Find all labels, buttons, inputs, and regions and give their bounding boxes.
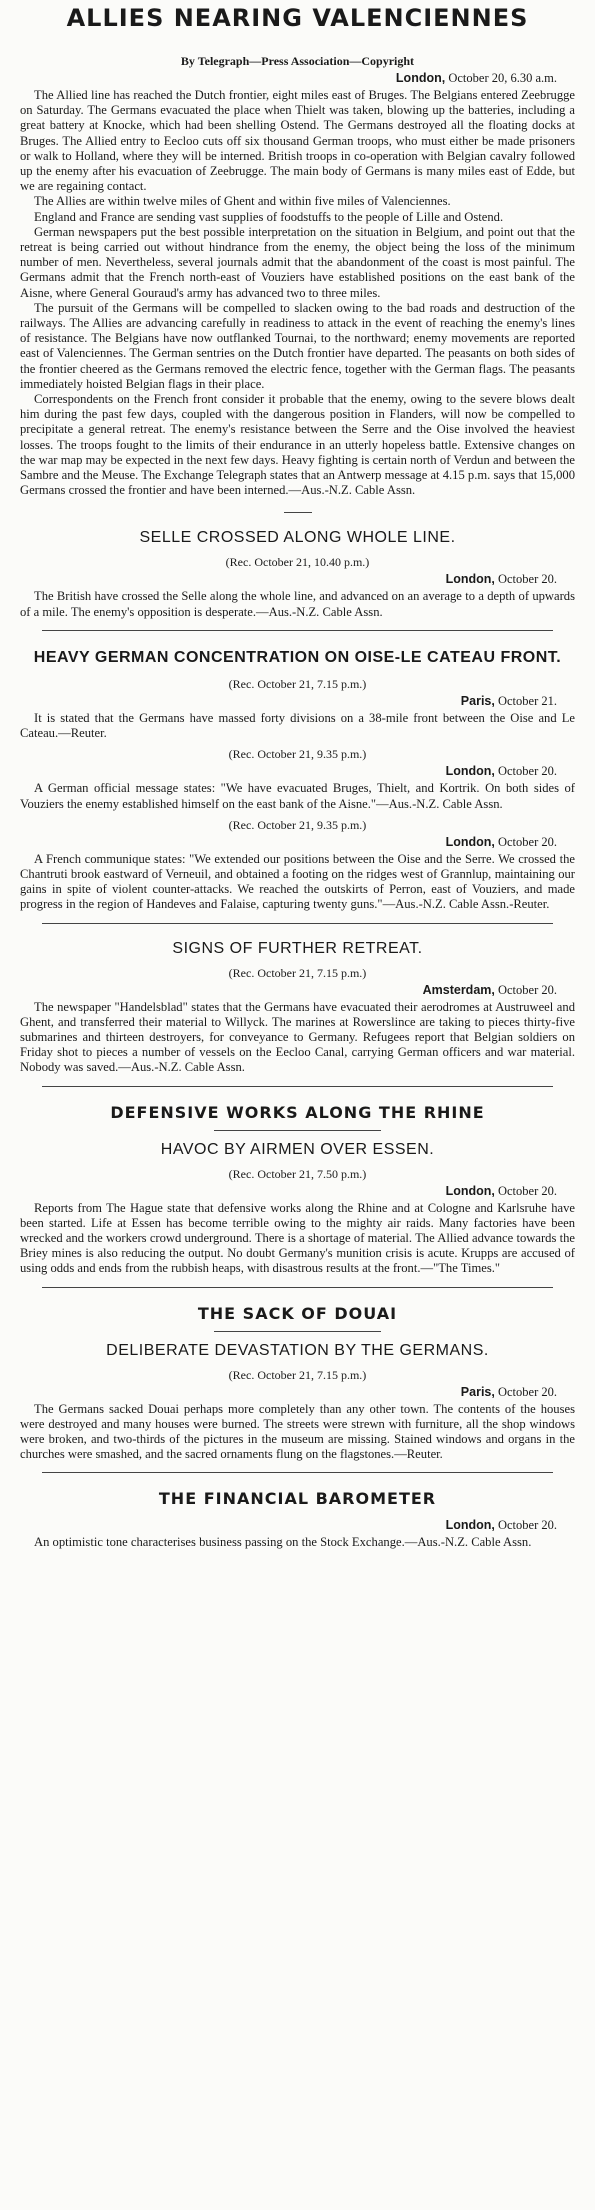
- selle-dateline: [20, 572, 557, 587]
- rhine-dateline: [20, 1184, 557, 1199]
- lead-paragraph: German newspapers put the best possible interpretation on the situation in Belgium, and point out that the retreat is being carried out without hindrance from the enemy, the object being the loss of the minimum number of men. Nevertheless, several journals admit that the abandonment of the coast is most painful. The Germans admit that the French north-east of Vouziers have established positions on the east bank of the Aisne, where General Gouraud's army has advanced two to three miles.: [20, 224, 575, 300]
- signs-paragraph: The newspaper "Handelsblad" states that the Germans have evacuated their aerodromes at Austruweel and Ghent, and transferred their material to Willyck. The marines at Rowerslince are taking to pieces thirty-five submarines and thirteen destroyers, for conveyance to Germany. Refugees report that Belgian soldiers on Friday shot to pieces a number of vessels on the Eecloo Canal, carrying German officers and war material. Nobody was saved.—Aus.-N.Z. Cable Assn.: [20, 999, 575, 1075]
- main-headline: ALLIES NEARING VALENCIENNES: [66, 4, 529, 32]
- financial-dateline: [20, 1518, 557, 1533]
- lead-article: [20, 88, 575, 498]
- douai-dateline: [20, 1385, 557, 1400]
- dateline-date: October 20.: [497, 1384, 557, 1399]
- heavy-paragraph: It is stated that the Germans have massed forty divisions on a 38-mile front between the Oise and Le Cateau.—Reuter.: [20, 710, 575, 741]
- lead-paragraph: The Allied line has reached the Dutch frontier, eight miles east of Bruges. The Belgians entered Zeebrugge on Saturday. The Germans evacuated the place when Thielt was taken, blowing up the batteries, including a great battery at Knocke, which had been shelling Ostend. The Germans destroyed all the floating docks at Bruges. The Allied entry to Eecloo cuts off six thousand German troops, who must either be made prisoners or walk to Holland, where they will be interned. British troops in co-operation with Belgian cavalry followed up the enemy after his evacuation of Zeebrugge. The main body of Germans is many miles east of Edde, but we are regaining contact.: [20, 88, 575, 194]
- heavy-dateline-3: [20, 835, 557, 850]
- dateline-place: London,: [395, 71, 446, 85]
- financial-headline: THE FINANCIAL BAROMETER: [158, 1489, 437, 1509]
- received-time: (Rec. October 21, 7.15 p.m.): [228, 676, 367, 691]
- short-rule: [214, 1130, 381, 1131]
- rhine-paragraph: Reports from The Hague state that defensive works along the Rhine and at Cologne and Karlsruhe have been started. Life at Essen has become terrible owing to the mighty air raids. Many factories have been wrecked and the workers crowd underground. There is a shortage of material. The Allied advance towards the Briey mines is also reducing the output. No doubt Germany's munition crisis is acute. Krupps are accused of using odds and ends from the rubbish heaps, with disastrous results at the front.—"The Times.": [20, 1200, 575, 1276]
- section-rule: [42, 1472, 553, 1473]
- dateline-date: October 20.: [497, 834, 557, 849]
- heavy-paragraph: A German official message states: "We have evacuated Bruges, Thielt, and Kortrik. On both sides of Vouziers the enemy established himself on the east bank of the Aisne."—Aus.-N.Z. Cable Assn.: [20, 781, 575, 811]
- received-time: (Rec. October 21, 9.35 p.m.): [228, 817, 367, 832]
- douai-paragraph: The Germans sacked Douai perhaps more completely than any other town. The contents of the houses were destroyed and many houses were burned. The streets were strewn with furniture, all the shop windows were broken, and two-thirds of the pictures in the museum are missing. Stained windows and organs in the churches were smashed, and the sacred ornaments flung on the flagstones.—Reuter.: [20, 1401, 575, 1462]
- short-rule: [214, 1331, 381, 1332]
- heavy-dateline-1: [20, 694, 557, 709]
- received-time: (Rec. October 21, 10.40 p.m.): [225, 555, 370, 570]
- heavy-paragraph: A French communique states: "We extended our positions between the Oise and the Serre. We crossed the Chantruti brook eastward of Verneuil, and obtained a footing on the ridges west of Grannlup, maintaining our gains in spite of violent counter-attacks. We reached the outskirts of Perron, east of Vouziers, and made progress in the region of Handeves and Falaise, capturing twenty guns."—Aus.-N.Z. Cable Assn.-Reuter.: [20, 851, 575, 912]
- dateline-date: October 20.: [497, 1518, 557, 1533]
- received-time: (Rec. October 21, 9.35 p.m.): [228, 747, 367, 762]
- selle-paragraph: The British have crossed the Selle along the whole line, and advanced on an average to a depth of upwards of a mile. The enemy's opposition is desperate.—Aus.-N.Z. Cable Assn.: [20, 589, 575, 619]
- dateline-date: October 20.: [497, 572, 557, 587]
- douai-headline: THE SACK OF DOUAI: [197, 1303, 398, 1323]
- dateline-date: October 21.: [497, 693, 557, 708]
- dateline-place: London,: [445, 834, 495, 849]
- section-divider: [284, 512, 312, 513]
- dateline-place: London,: [445, 1518, 495, 1533]
- section-rule: [42, 1287, 553, 1288]
- section-rule: [42, 923, 553, 924]
- financial-paragraph: An optimistic tone characterises business passing on the Stock Exchange.—Aus.-N.Z. Cable Assn.: [34, 1535, 532, 1550]
- dateline-date: October 20.: [497, 982, 557, 997]
- lead-paragraph: Correspondents on the French front consider it probable that the enemy, owing to the severe blows dealt him during the past few days, coupled with the dangerous position in Flanders, will now be compelled to precipitate a general retreat. The enemy's resistance between the Serre and the Oise involved the heaviest losses. The troops fought to the limits of their endurance in an utterly hopeless battle. Extensive changes on the war map may be expected in the next few days. Heavy fighting is certain north of Verdun and between the Sambre and the Meuse. The Exchange Telegraph states that an Antwerp message at 4.15 p.m. says that 15,000 Germans crossed the frontier and have been interned.—Aus.-N.Z. Cable Assn.: [20, 392, 575, 498]
- dateline-place: Paris,: [460, 1384, 495, 1399]
- rhine-headline: DEFENSIVE WORKS ALONG THE RHINE: [110, 1102, 485, 1122]
- byline: By Telegraph—Press Association—Copyright: [180, 54, 415, 68]
- received-time: (Rec. October 21, 7.15 p.m.): [228, 965, 367, 980]
- signs-headline: SIGNS OF FURTHER RETREAT.: [172, 939, 423, 957]
- selle-headline: SELLE CROSSED ALONG WHOLE LINE.: [139, 529, 456, 547]
- lead-dateline: [20, 71, 557, 86]
- lead-paragraph: England and France are sending vast supplies of foodstuffs to the people of Lille and Ostend.: [34, 209, 504, 224]
- dateline-place: Paris,: [460, 693, 495, 708]
- heavy-concentration-headline: HEAVY GERMAN CONCENTRATION ON OISE-LE CATEAU FRONT.: [33, 648, 562, 666]
- douai-subheadline: DELIBERATE DEVASTATION BY THE GERMANS.: [106, 1341, 489, 1359]
- dateline-date: October 20, 6.30 a.m.: [448, 71, 557, 85]
- signs-dateline: [20, 983, 557, 998]
- dateline-place: London,: [445, 1183, 495, 1198]
- section-rule: [42, 630, 553, 631]
- essen-subheadline: HAVOC BY AIRMEN OVER ESSEN.: [160, 1140, 435, 1158]
- lead-paragraph: The Allies are within twelve miles of Ghent and within five miles of Valenciennes.: [34, 194, 451, 209]
- dateline-place: London,: [445, 764, 495, 779]
- dateline-place: London,: [445, 572, 495, 587]
- section-rule: [42, 1086, 553, 1087]
- dateline-date: October 20.: [497, 764, 557, 779]
- heavy-dateline-2: [20, 764, 557, 779]
- dateline-place: Amsterdam,: [422, 982, 495, 997]
- lead-paragraph: The pursuit of the Germans will be compelled to slacken owing to the bad roads and destruction of the railways. The Allies are advancing carefully in readiness to attack in the event of reaching the enemy's lines of resistance. The Belgians have now outflanked Tournai, to the northward; enemy movements are reported east of Valenciennes. The German sentries on the Dutch frontier have departed. The peasants on both sides of the frontier cheered as the Germans removed the electric fence, together with the German flags. The peasants immediately hoisted Belgian flags in their place.: [20, 300, 575, 391]
- dateline-date: October 20.: [497, 1183, 557, 1198]
- received-time: (Rec. October 21, 7.50 p.m.): [228, 1166, 367, 1181]
- received-time: (Rec. October 21, 7.15 p.m.): [228, 1367, 367, 1382]
